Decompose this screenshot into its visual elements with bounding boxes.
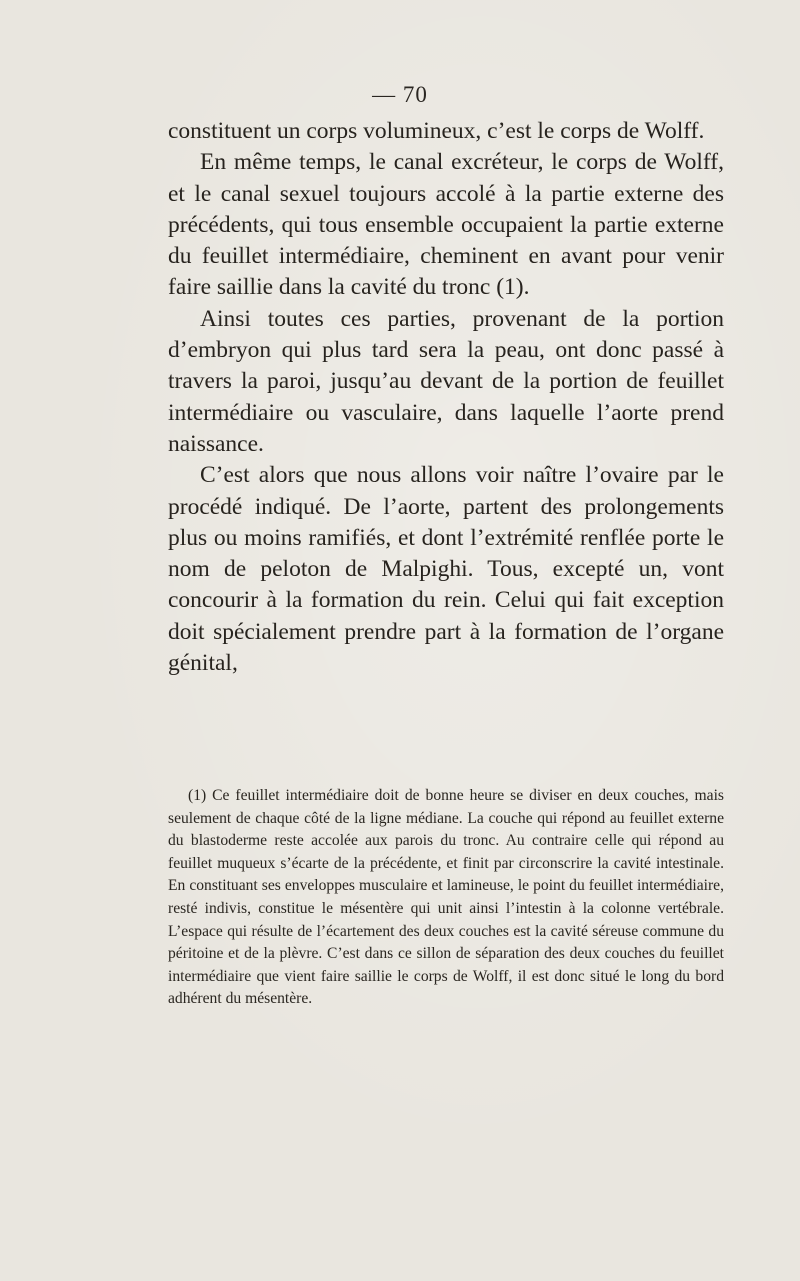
footnote [168,785,724,1011]
paragraph: En même temps, le canal excréteur, le corps de Wolff, et le canal sexuel toujours accolé à la partie externe des précédents, qui tous ensemble occupaient la partie externe du feuillet intermédiaire, cheminent en avant pour venir faire saillie dans la cavité du tronc (1). [168,149,724,301]
paragraph-continuation: constituent un corps volumineux, c’est le corps de Wolff. [168,118,705,144]
footnote-text: (1) Ce feuillet intermédiaire doit de bonne heure se diviser en deux couches, mais seulement de chaque côté de la ligne médiane. La couche qui répond au feuillet externe du blastoderme reste accolée aux parois du tronc. Au contraire celle qui répond au feuillet muqueux s’écarte de la précédente, et finit par circonscrire la cavité intestinale. En constituant ses enveloppes musculaire et lamineuse, le point du feuillet intermédiaire, resté indivis, constitue le mésentère qui unit ainsi l’intestin à la colonne vertébrale. L’espace qui résulte de l’écartement des deux couches est la cavité séreuse commune du péritoine et de la plèvre. C’est dans ce sillon de séparation des deux couches du feuillet intermédiaire que vient faire saillie le corps de Wolff, il est donc situé le long du bord adhérent du mésentère. [168,787,724,1008]
paragraph: Ainsi toutes ces parties, provenant de la portion d’embryon qui plus tard sera la peau, ont donc passé à travers la paroi, jusqu’au devant de la portion de feuillet intermédiaire ou vasculaire, dans laquelle l’aorte prend naissance. [168,305,724,457]
body-text [168,116,724,679]
paragraph: C’est alors que nous allons voir naître l’ovaire par le procédé indiqué. De l’aorte, partent des prolongements plus ou moins ramifiés, et dont l’extrémité renflée porte le nom de peloton de Malpighi. Tous, excepté un, vont concourir à la formation du rein. Celui qui fait exception doit spécialement prendre part à la formation de l’organe génital, [168,462,724,677]
page-number: — 70 [372,82,428,107]
